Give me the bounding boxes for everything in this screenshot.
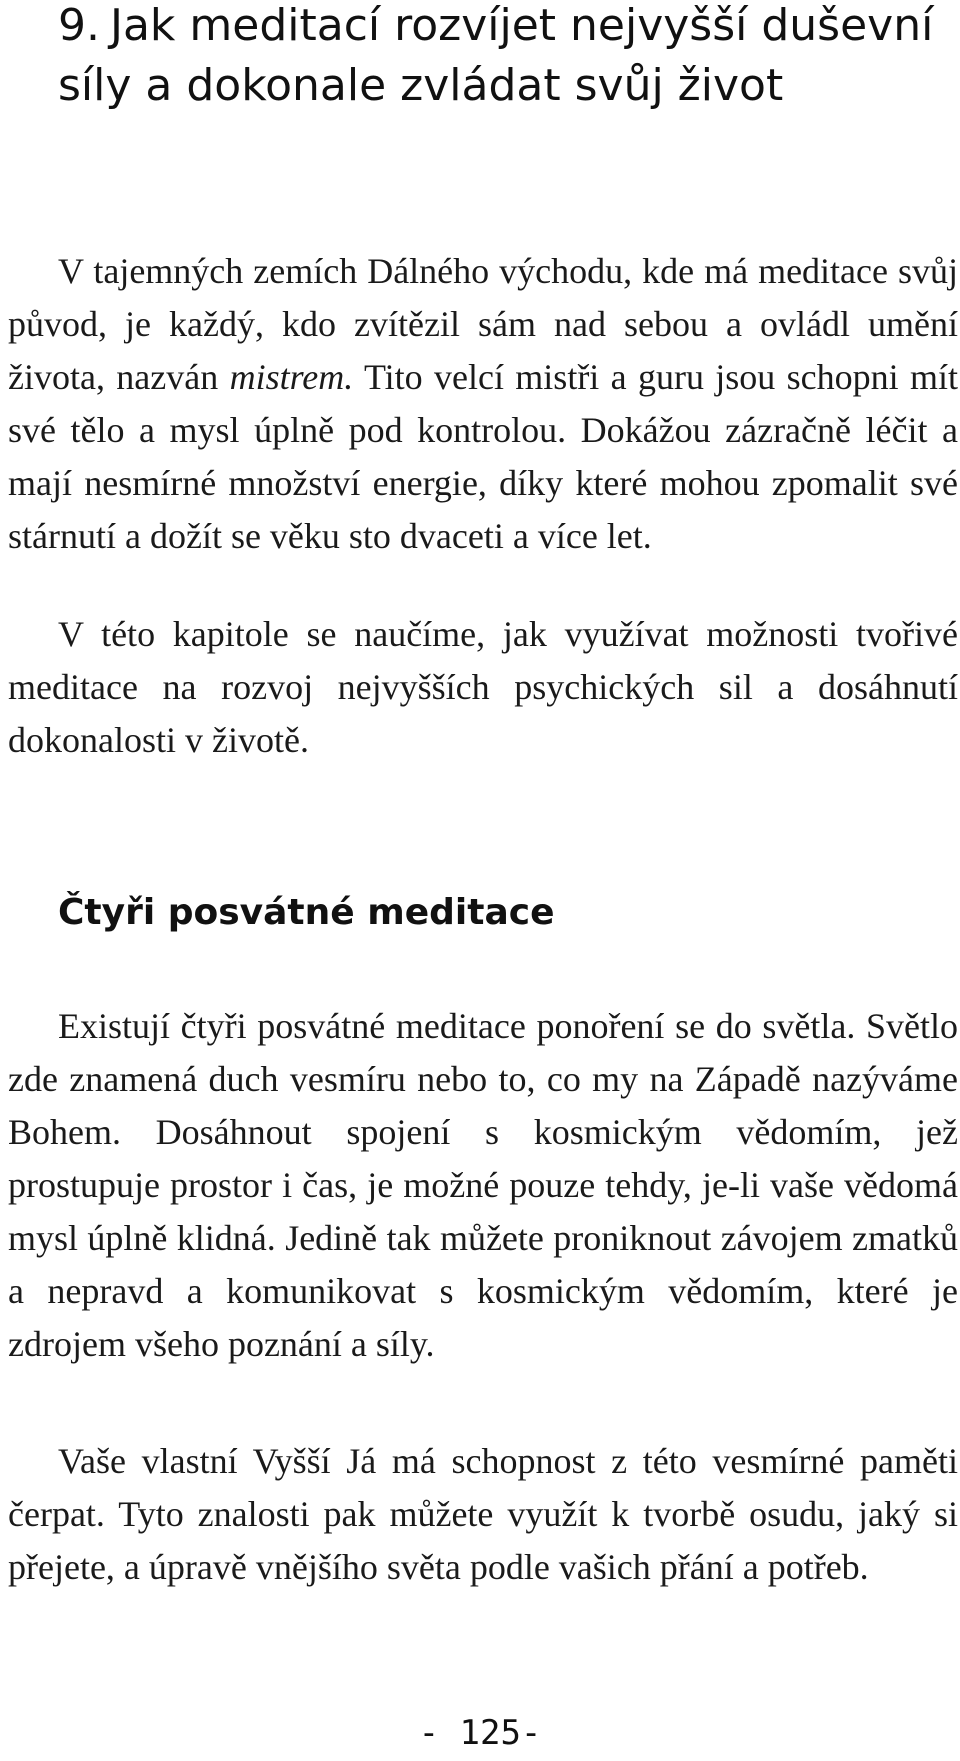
page-number: - 125-	[418, 1713, 542, 1753]
section-heading: Čtyři posvátné meditace	[58, 892, 555, 933]
intro-paragraph-end: Tito velcí mistři a guru jsou schopni mít své tělo a mysl úplně pod kontrolou. Dokážou zázračně léčit a mají nesmírné množství energie, díky které mohou zpomalit své stárnutí a dožít se věku sto dvaceti a více let.	[8, 357, 958, 556]
intro-paragraph	[8, 245, 958, 563]
intro-paragraph-start: V tajemných zemích Dálného východu, kde má meditace svůj původ, je každý, kdo zvítězil sám nad sebou a ovládl umění života, nazván	[8, 251, 958, 397]
chapter-title	[58, 0, 958, 116]
meditations-paragraph: Existují čtyři posvátné meditace ponoření se do světla. Světlo zde znamená duch vesmíru nebo to, co my na Západě nazýváme Bohem. Dosáhnout spojení s kosmickým vědomím, jež prostupuje prostor i čas, je možné pouze tehdy, je-li vaše vědomá mysl úplně klidná. Jedině tak můžete proniknout závojem zmatků a nepravd a komunikovat s kosmickým vědomím, které je zdrojem všeho poznání a síly.	[8, 1006, 958, 1364]
chapter-aim-paragraph: V této kapitole se naučíme, jak využívat možnosti tvořivé meditace na rozvoj nejvyšších psychických sil a dosáhnutí dokonalosti v životě.	[8, 614, 958, 760]
higher-self-paragraph: Vaše vlastní Vyšší Já má schopnost z této vesmírné paměti čerpat. Tyto znalosti pak můžete využít k tvorbě osudu, jaký si přejete, a úpravě vnějšího světa podle vašich přání a potřeb.	[8, 1441, 958, 1587]
chapter-title-text: Jak meditací rozvíjet nejvyšší duševní síly a dokonale zvládat svůj život	[58, 0, 934, 111]
emphasized-word: mistrem.	[229, 357, 354, 397]
chapter-number: 9.	[58, 0, 100, 51]
